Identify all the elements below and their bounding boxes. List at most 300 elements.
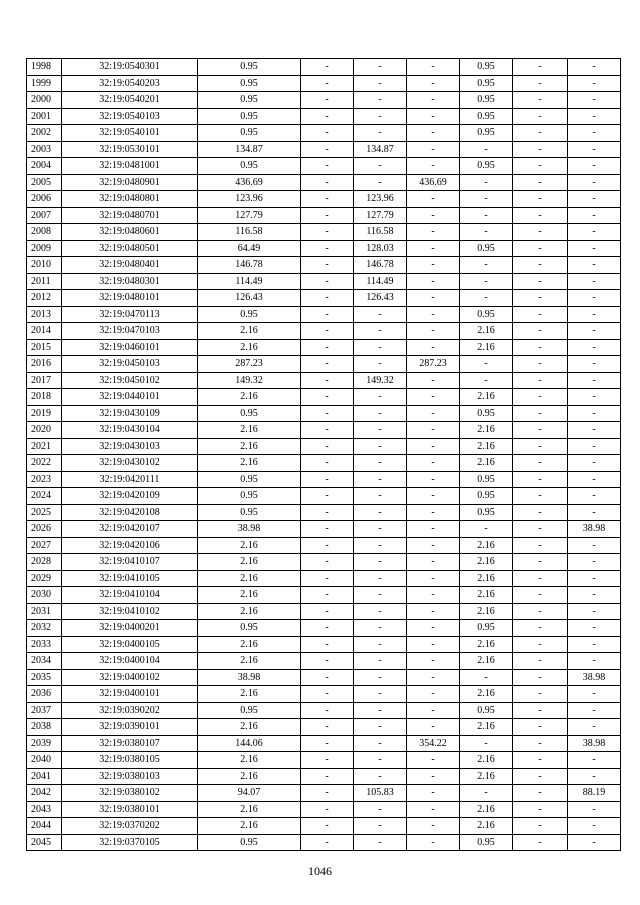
table-cell: - <box>568 108 621 125</box>
table-cell: - <box>407 405 460 422</box>
table-cell: - <box>354 504 407 521</box>
table-cell: - <box>568 273 621 290</box>
table-cell: - <box>513 636 568 653</box>
table-row <box>27 372 621 389</box>
table-cell: 32:19:0540203 <box>62 75 198 92</box>
table-cell: 2019 <box>27 405 62 422</box>
table-cell: 0.95 <box>198 108 301 125</box>
table-cell: - <box>301 59 354 76</box>
table-row <box>27 801 621 818</box>
table-cell: - <box>407 801 460 818</box>
table-cell: 126.43 <box>354 290 407 307</box>
table-cell: - <box>568 422 621 439</box>
table-cell: 2.16 <box>198 455 301 472</box>
table-cell: 2004 <box>27 158 62 175</box>
table-cell: - <box>568 719 621 736</box>
table-cell: 2007 <box>27 207 62 224</box>
table-cell: 32:19:0410105 <box>62 570 198 587</box>
table-cell: - <box>354 719 407 736</box>
table-cell: - <box>354 801 407 818</box>
table-cell: - <box>354 752 407 769</box>
table-cell: - <box>513 438 568 455</box>
table-cell: - <box>354 488 407 505</box>
table-cell: - <box>568 537 621 554</box>
table-cell: 2.16 <box>198 719 301 736</box>
table-cell: 0.95 <box>460 75 513 92</box>
table-cell: - <box>301 158 354 175</box>
table-cell: - <box>513 323 568 340</box>
table-cell: - <box>568 570 621 587</box>
table-cell: 0.95 <box>198 405 301 422</box>
table-cell: - <box>568 702 621 719</box>
table-cell: - <box>407 59 460 76</box>
table-cell: - <box>301 785 354 802</box>
table-cell: - <box>301 141 354 158</box>
table-cell: 1999 <box>27 75 62 92</box>
table-cell: - <box>407 257 460 274</box>
table-cell: 149.32 <box>354 372 407 389</box>
table-cell: - <box>407 554 460 571</box>
table-cell: 38.98 <box>198 669 301 686</box>
table-cell: 2.16 <box>460 455 513 472</box>
table-cell: 2.16 <box>460 636 513 653</box>
table-cell: 2014 <box>27 323 62 340</box>
table-row <box>27 587 621 604</box>
table-cell: - <box>301 323 354 340</box>
table-cell: - <box>354 818 407 835</box>
table-cell: 105.83 <box>354 785 407 802</box>
table-cell: - <box>407 785 460 802</box>
table-cell: - <box>568 356 621 373</box>
table-cell: 2.16 <box>198 438 301 455</box>
table-cell: 32:19:0400201 <box>62 620 198 637</box>
table-cell: - <box>513 108 568 125</box>
table-cell: 2006 <box>27 191 62 208</box>
table-cell: 2028 <box>27 554 62 571</box>
table-cell: 32:19:0420109 <box>62 488 198 505</box>
table-cell: - <box>513 488 568 505</box>
table-cell: - <box>513 521 568 538</box>
table-cell: 32:19:0430109 <box>62 405 198 422</box>
table-row <box>27 224 621 241</box>
table-cell: - <box>301 273 354 290</box>
table-cell: - <box>301 75 354 92</box>
table-cell: - <box>513 224 568 241</box>
table-cell: - <box>301 554 354 571</box>
table-cell: - <box>301 422 354 439</box>
table-cell: - <box>301 686 354 703</box>
table-cell: - <box>354 834 407 851</box>
table-cell: 0.95 <box>460 488 513 505</box>
table-cell: 2.16 <box>460 438 513 455</box>
table-cell: 2036 <box>27 686 62 703</box>
table-cell: 0.95 <box>460 620 513 637</box>
table-cell: 32:19:0420111 <box>62 471 198 488</box>
table-cell: - <box>354 339 407 356</box>
table-cell: - <box>513 768 568 785</box>
table-cell: 2.16 <box>198 537 301 554</box>
table-cell: 32:19:0400104 <box>62 653 198 670</box>
table-cell: - <box>513 273 568 290</box>
table-cell: 2029 <box>27 570 62 587</box>
table-cell: - <box>513 801 568 818</box>
table-cell: - <box>568 207 621 224</box>
table-cell: - <box>460 273 513 290</box>
table-cell: - <box>354 735 407 752</box>
table-cell: 2017 <box>27 372 62 389</box>
table-cell: - <box>513 240 568 257</box>
table-row <box>27 735 621 752</box>
table-cell: 32:19:0380107 <box>62 735 198 752</box>
table-cell: - <box>354 521 407 538</box>
table-cell: 0.95 <box>198 75 301 92</box>
table-cell: - <box>513 554 568 571</box>
table-cell: - <box>301 108 354 125</box>
table-cell: 32:19:0540301 <box>62 59 198 76</box>
table-cell: - <box>568 488 621 505</box>
table-cell: 436.69 <box>198 174 301 191</box>
table-cell: 2.16 <box>460 686 513 703</box>
table-cell: - <box>407 488 460 505</box>
table-cell: 2.16 <box>198 768 301 785</box>
table-cell: 2038 <box>27 719 62 736</box>
table-row <box>27 504 621 521</box>
table-cell: 2024 <box>27 488 62 505</box>
table-cell: - <box>301 636 354 653</box>
table-cell: - <box>407 372 460 389</box>
table-cell: 32:19:0400105 <box>62 636 198 653</box>
table-cell: 0.95 <box>198 834 301 851</box>
table-cell: - <box>354 75 407 92</box>
table-cell: - <box>568 75 621 92</box>
table-row <box>27 686 621 703</box>
table-cell: - <box>354 422 407 439</box>
table-cell: 2.16 <box>460 603 513 620</box>
table-cell: 2031 <box>27 603 62 620</box>
table-cell: - <box>568 834 621 851</box>
table-cell: 2.16 <box>198 686 301 703</box>
table-cell: - <box>460 141 513 158</box>
table-cell: - <box>407 108 460 125</box>
table-cell: - <box>301 768 354 785</box>
table-cell: - <box>301 92 354 109</box>
table-cell: 32:19:0460101 <box>62 339 198 356</box>
table-cell: 0.95 <box>198 125 301 142</box>
table-cell: 32:19:0430103 <box>62 438 198 455</box>
table-cell: 2005 <box>27 174 62 191</box>
table-cell: 2042 <box>27 785 62 802</box>
table-cell: 38.98 <box>568 521 621 538</box>
table-cell: 2018 <box>27 389 62 406</box>
table-cell: 127.79 <box>198 207 301 224</box>
table-cell: - <box>301 504 354 521</box>
table-cell: 2.16 <box>198 339 301 356</box>
table-cell: - <box>301 488 354 505</box>
table-cell: 2008 <box>27 224 62 241</box>
table-cell: 134.87 <box>354 141 407 158</box>
table-cell: - <box>513 455 568 472</box>
table-row <box>27 422 621 439</box>
table-cell: 146.78 <box>354 257 407 274</box>
table-cell: - <box>407 422 460 439</box>
table-cell: - <box>568 653 621 670</box>
table-cell: - <box>407 504 460 521</box>
table-cell: 0.95 <box>198 59 301 76</box>
table-cell: - <box>301 372 354 389</box>
table-cell: - <box>301 405 354 422</box>
table-cell: 2.16 <box>460 587 513 604</box>
table-cell: 2.16 <box>460 768 513 785</box>
table-cell: 2043 <box>27 801 62 818</box>
table-cell: 0.95 <box>460 158 513 175</box>
table-cell: 2002 <box>27 125 62 142</box>
table-cell: - <box>513 785 568 802</box>
table-cell: - <box>354 438 407 455</box>
table-cell: - <box>513 141 568 158</box>
table-cell: - <box>354 108 407 125</box>
table-cell: 2016 <box>27 356 62 373</box>
table-cell: - <box>513 471 568 488</box>
table-cell: - <box>301 191 354 208</box>
table-cell: - <box>301 356 354 373</box>
table-cell: 32:19:0480101 <box>62 290 198 307</box>
table-row <box>27 339 621 356</box>
table-cell: - <box>354 603 407 620</box>
table-cell: - <box>354 587 407 604</box>
table-cell: 32:19:0410107 <box>62 554 198 571</box>
table-cell: - <box>354 653 407 670</box>
table-cell: 32:19:0410104 <box>62 587 198 604</box>
table-row <box>27 620 621 637</box>
table-cell: 32:19:0530101 <box>62 141 198 158</box>
table-cell: 32:19:0420107 <box>62 521 198 538</box>
table-cell: - <box>568 191 621 208</box>
table-cell: - <box>407 719 460 736</box>
table-cell: - <box>568 438 621 455</box>
table-cell: 2011 <box>27 273 62 290</box>
table-cell: 2045 <box>27 834 62 851</box>
table-cell: - <box>513 752 568 769</box>
table-cell: 2015 <box>27 339 62 356</box>
table-cell: - <box>460 669 513 686</box>
table-cell: - <box>301 702 354 719</box>
table-cell: 32:19:0450103 <box>62 356 198 373</box>
table-cell: 32:19:0540101 <box>62 125 198 142</box>
table-cell: 2037 <box>27 702 62 719</box>
table-row <box>27 636 621 653</box>
table-cell: - <box>460 224 513 241</box>
data-table <box>26 58 621 851</box>
table-cell: - <box>513 735 568 752</box>
table-cell: - <box>301 471 354 488</box>
table-cell: - <box>354 125 407 142</box>
table-row <box>27 323 621 340</box>
table-cell: 2.16 <box>460 801 513 818</box>
table-cell: - <box>354 306 407 323</box>
table-cell: 32:19:0390202 <box>62 702 198 719</box>
table-cell: - <box>513 59 568 76</box>
table-cell: - <box>568 224 621 241</box>
table-row <box>27 719 621 736</box>
table-cell: 2.16 <box>198 570 301 587</box>
table-cell: - <box>407 290 460 307</box>
table-cell: 1998 <box>27 59 62 76</box>
table-cell: - <box>407 752 460 769</box>
table-cell: 134.87 <box>198 141 301 158</box>
table-cell: - <box>301 735 354 752</box>
table-cell: 149.32 <box>198 372 301 389</box>
table-cell: 2026 <box>27 521 62 538</box>
table-cell: - <box>568 92 621 109</box>
table-cell: 32:19:0380103 <box>62 768 198 785</box>
table-cell: 2.16 <box>198 587 301 604</box>
table-row <box>27 92 621 109</box>
table-cell: - <box>301 339 354 356</box>
table-cell: - <box>407 603 460 620</box>
table-cell: 88.19 <box>568 785 621 802</box>
table-cell: - <box>301 653 354 670</box>
table-cell: 32:19:0480801 <box>62 191 198 208</box>
table-cell: 38.98 <box>568 735 621 752</box>
table-cell: 32:19:0480301 <box>62 273 198 290</box>
table-cell: 2.16 <box>198 801 301 818</box>
table-cell: - <box>568 405 621 422</box>
table-cell: 116.58 <box>354 224 407 241</box>
table-cell: - <box>301 669 354 686</box>
table-cell: 0.95 <box>198 92 301 109</box>
table-cell: - <box>301 455 354 472</box>
table-cell: 354.22 <box>407 735 460 752</box>
table-cell: 2.16 <box>460 339 513 356</box>
table-cell: - <box>354 471 407 488</box>
table-cell: - <box>568 257 621 274</box>
table-cell: 127.79 <box>354 207 407 224</box>
table-cell: - <box>568 306 621 323</box>
table-cell: - <box>513 389 568 406</box>
table-row <box>27 141 621 158</box>
table-cell: - <box>407 669 460 686</box>
table-cell: 2032 <box>27 620 62 637</box>
table-cell: 0.95 <box>460 306 513 323</box>
table-cell: - <box>301 224 354 241</box>
table-cell: - <box>513 603 568 620</box>
table-cell: - <box>568 323 621 340</box>
table-cell: 32:19:0380101 <box>62 801 198 818</box>
table-cell: - <box>301 306 354 323</box>
table-cell: - <box>513 504 568 521</box>
table-cell: - <box>513 570 568 587</box>
table-cell: 2.16 <box>460 570 513 587</box>
table-cell: - <box>568 372 621 389</box>
table-cell: - <box>513 207 568 224</box>
table-cell: - <box>301 438 354 455</box>
table-cell: 2035 <box>27 669 62 686</box>
table-row <box>27 603 621 620</box>
table-cell: 2.16 <box>198 636 301 653</box>
table-cell: - <box>354 620 407 637</box>
table-cell: 2023 <box>27 471 62 488</box>
table-cell: - <box>513 537 568 554</box>
table-cell: - <box>513 834 568 851</box>
table-row <box>27 207 621 224</box>
table-cell: - <box>301 587 354 604</box>
table-cell: - <box>460 785 513 802</box>
table-cell: - <box>301 752 354 769</box>
table-cell: - <box>354 702 407 719</box>
table-cell: 2.16 <box>460 719 513 736</box>
table-cell: - <box>513 653 568 670</box>
table-cell: 2001 <box>27 108 62 125</box>
table-cell: - <box>407 636 460 653</box>
table-cell: 32:19:0410102 <box>62 603 198 620</box>
table-cell: - <box>513 669 568 686</box>
table-cell: - <box>407 471 460 488</box>
table-cell: - <box>513 818 568 835</box>
table-cell: - <box>407 191 460 208</box>
table-cell: 0.95 <box>460 92 513 109</box>
table-cell: 0.95 <box>198 471 301 488</box>
table-cell: - <box>568 752 621 769</box>
table-cell: - <box>407 125 460 142</box>
table-cell: 32:19:0480401 <box>62 257 198 274</box>
table-cell: - <box>568 125 621 142</box>
table-cell: - <box>301 801 354 818</box>
table-cell: - <box>568 636 621 653</box>
table-cell: 2.16 <box>198 554 301 571</box>
table-cell: 2010 <box>27 257 62 274</box>
table-cell: - <box>301 521 354 538</box>
table-cell: - <box>354 174 407 191</box>
table-cell: - <box>354 389 407 406</box>
table-cell: 2020 <box>27 422 62 439</box>
table-row <box>27 818 621 835</box>
table-cell: 32:19:0370105 <box>62 834 198 851</box>
table-cell: 116.58 <box>198 224 301 241</box>
table-cell: 32:19:0481001 <box>62 158 198 175</box>
table-cell: 32:19:0470113 <box>62 306 198 323</box>
table-cell: - <box>460 290 513 307</box>
table-cell: 2.16 <box>460 389 513 406</box>
table-cell: 0.95 <box>198 306 301 323</box>
table-cell: - <box>568 768 621 785</box>
table-cell: - <box>301 818 354 835</box>
table-row <box>27 653 621 670</box>
table-cell: - <box>407 686 460 703</box>
table-cell: 32:19:0540103 <box>62 108 198 125</box>
table-cell: 2041 <box>27 768 62 785</box>
table-cell: - <box>568 587 621 604</box>
table-cell: 32:19:0380102 <box>62 785 198 802</box>
table-cell: - <box>460 372 513 389</box>
table-cell: 32:19:0480901 <box>62 174 198 191</box>
table-cell: 32:19:0380105 <box>62 752 198 769</box>
table-cell: - <box>301 207 354 224</box>
table-cell: - <box>407 537 460 554</box>
table-cell: - <box>301 834 354 851</box>
table-row <box>27 273 621 290</box>
table-cell: - <box>407 158 460 175</box>
table-cell: - <box>354 686 407 703</box>
table-cell: 114.49 <box>198 273 301 290</box>
table-cell: 2.16 <box>198 323 301 340</box>
table-cell: - <box>513 405 568 422</box>
table-cell: - <box>568 620 621 637</box>
table-row <box>27 240 621 257</box>
table-cell: - <box>460 191 513 208</box>
table-cell: - <box>354 59 407 76</box>
table-cell: - <box>354 356 407 373</box>
table-cell: - <box>568 603 621 620</box>
